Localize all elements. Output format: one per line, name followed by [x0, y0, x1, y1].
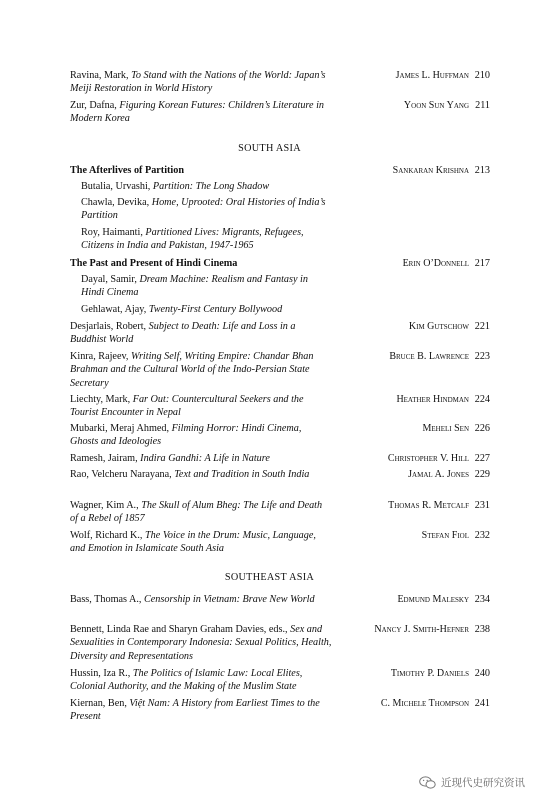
book-author: Gehlawat, Ajay,	[81, 304, 149, 315]
book-title: Dream Machine: Realism and Fantasy in Hindi Cinema	[81, 274, 308, 299]
watermark	[419, 775, 525, 790]
reviewer-name: Edmund Malesky	[397, 594, 469, 605]
book-author: Bennett, Linda Rae and Sharyn Graham Davies, eds.,	[70, 624, 291, 635]
reviewer-name: Jamal A. Jones	[408, 469, 469, 480]
book-author: Desjarlais, Robert,	[70, 321, 149, 332]
book-author: Liechty, Mark,	[70, 394, 133, 405]
review-entry	[70, 529, 490, 556]
reviewed-book	[81, 180, 490, 193]
book-title: Filming Horror: Hindi Cinema, Ghosts and Ideologies	[70, 423, 302, 448]
book-author: Kinra, Rajeev,	[70, 351, 132, 362]
book-author: Hussin, Iza R.,	[70, 668, 133, 679]
page-number: 223	[474, 351, 490, 362]
book-author: Butalia, Urvashi,	[81, 181, 153, 192]
reviewer-name: Erin O’Donnell	[402, 258, 469, 269]
review-entry	[70, 320, 490, 347]
page-number: 241	[474, 698, 490, 709]
book-title: To Stand with the Nations of the World: Japan’s Meiji Restoration in World History	[70, 70, 326, 95]
reviewer-name: James L. Huffman	[395, 70, 469, 81]
book-title: Subject to Death: Life and Loss in a Buddhist World	[70, 321, 296, 346]
review-entry	[70, 69, 490, 96]
book-title: Home, Uprooted: Oral Histories of India’s Partition	[81, 197, 326, 222]
review-entry	[70, 393, 490, 420]
book-author: Chawla, Devika,	[81, 197, 152, 208]
book-title: The Politics of Islamic Law: Local Elites, Colonial Authority, and the Making of the Muslim State	[70, 668, 303, 693]
book-title: Far Out: Countercultural Seekers and the Tourist Encounter in Nepal	[70, 394, 304, 419]
review-entry	[70, 422, 490, 449]
review-entry	[70, 350, 490, 390]
reviewer-name: Meheli Sen	[422, 423, 469, 434]
review-essay-entry	[70, 164, 490, 177]
reviewed-book	[81, 226, 490, 253]
reviewer-name: Christopher V. Hill	[387, 453, 469, 464]
reviewer-name: Nancy J. Smith-Hefner	[374, 624, 469, 635]
page-number: 238	[474, 624, 490, 635]
page-number: 231	[474, 500, 490, 511]
review-entry	[70, 697, 490, 724]
page-number: 224	[474, 394, 490, 405]
reviewer-name: Sankaran Krishna	[392, 165, 469, 176]
book-title: Sex and Sexualities in Contemporary Indonesia: Sexual Politics, Health, Diversity and Representations	[70, 624, 332, 662]
review-entry	[70, 667, 490, 694]
book-author: Roy, Haimanti,	[81, 227, 146, 238]
book-author: Ravina, Mark,	[70, 70, 132, 81]
book-author: Zur, Dafna,	[70, 100, 120, 111]
review-entry	[70, 99, 490, 126]
review-entry	[70, 499, 490, 526]
book-title: Twenty-First Century Bollywood	[148, 304, 283, 315]
book-title: The Voice in the Drum: Music, Language, and Emotion in Islamicate South Asia	[70, 530, 316, 555]
book-title: Việt Nam: A History from Earliest Times to the Present	[70, 698, 320, 723]
book-title: Partition: The Long Shadow	[152, 181, 270, 192]
book-author: Dayal, Samir,	[81, 274, 140, 285]
book-author: Bass, Thomas A.,	[70, 594, 144, 605]
page-number: 217	[474, 258, 490, 269]
page-number: 232	[474, 530, 490, 541]
book-title: The Skull of Alum Bheg: The Life and Death of a Rebel of 1857	[70, 500, 323, 525]
reviewer-name: Heather Hindman	[396, 394, 469, 405]
book-title: Writing Self, Writing Empire: Chandar Bhan Brahman and the Cultural World of the Indo-Persian State Secretary	[70, 351, 314, 389]
book-author: Mubarki, Meraj Ahmed,	[70, 423, 172, 434]
page-number: 221	[474, 321, 490, 332]
book-title: Indira Gandhi: A Life in Nature	[140, 453, 270, 464]
book-author: Wagner, Kim A.,	[70, 500, 142, 511]
review-entry	[70, 593, 490, 606]
review-entry	[70, 452, 490, 465]
reviewed-book	[81, 303, 490, 316]
book-author: Kiernan, Ben,	[70, 698, 130, 709]
watermark-text: 近现代史研究资讯	[441, 777, 525, 789]
page-number: 229	[474, 469, 490, 480]
essay-title: The Afterlives of Partition	[70, 165, 185, 176]
book-author: Rao, Velcheru Narayana,	[70, 469, 175, 480]
page-number: 227	[474, 453, 490, 464]
reviewer-name: Timothy P. Daniels	[390, 668, 469, 679]
reviewed-book	[81, 273, 490, 300]
book-title: Text and Tradition in South India	[174, 469, 310, 480]
reviewer-name: Stefan Fiol	[421, 530, 469, 541]
book-title: Censorship in Vietnam: Brave New World	[143, 594, 315, 605]
essay-title: The Past and Present of Hindi Cinema	[70, 258, 238, 269]
page-number: 210	[474, 70, 490, 81]
review-entry	[70, 623, 490, 663]
section-heading-south-asia: SOUTH ASIA	[238, 143, 301, 154]
book-author: Ramesh, Jairam,	[70, 453, 141, 464]
reviewer-name: Kim Gutschow	[408, 321, 469, 332]
page-number: 226	[474, 423, 490, 434]
book-author: Wolf, Richard K.,	[70, 530, 146, 541]
reviewer-name: Yoon Sun Yang	[403, 100, 469, 111]
reviewed-book	[81, 196, 490, 223]
reviewer-name: Thomas R. Metcalf	[388, 500, 469, 511]
wechat-icon	[419, 776, 436, 789]
book-title: Figuring Korean Futures: Children’s Literature in Modern Korea	[70, 100, 324, 125]
reviewer-name: Bruce B. Lawrence	[389, 351, 469, 362]
book-title: Partitioned Lives: Migrants, Refugees, Citizens in India and Pakistan, 1947-1965	[81, 227, 304, 252]
review-essay-entry	[70, 257, 490, 270]
page-number: 240	[474, 668, 490, 679]
review-entry	[70, 468, 490, 481]
page-number: 234	[474, 594, 490, 605]
page-number: 211	[475, 100, 490, 111]
page-number: 213	[474, 165, 490, 176]
section-heading-southeast-asia: SOUTHEAST ASIA	[224, 572, 315, 583]
reviewer-name: C. Michele Thompson	[380, 698, 469, 709]
